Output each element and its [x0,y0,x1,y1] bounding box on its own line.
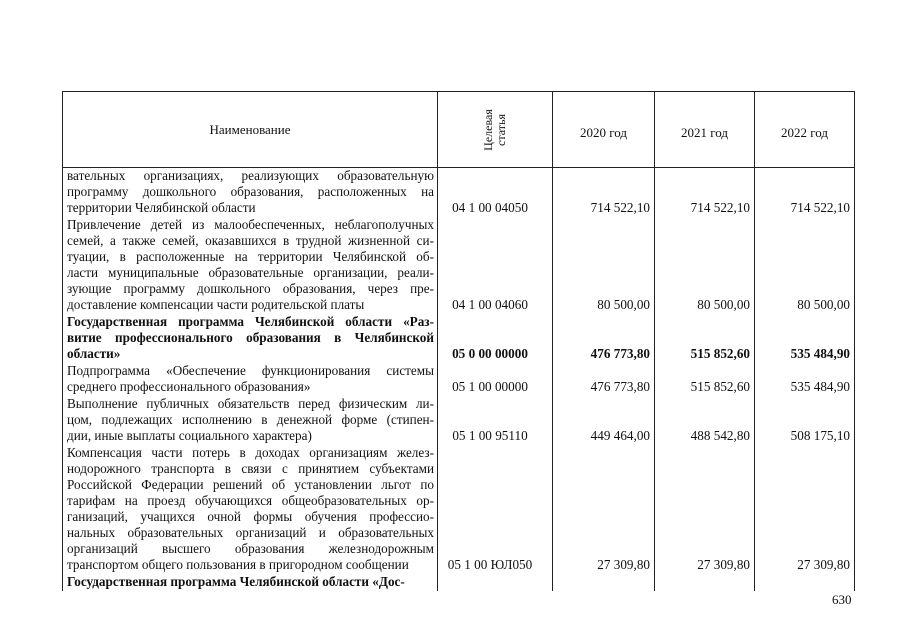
row-name-line: зующие программу дошкольного образования, через пре- [67,281,434,296]
row-name-line: ласти муниципальные образовательные организации, реали- [67,265,434,280]
row-code: 04 1 00 04060 [438,217,553,314]
row-value-2020: 80 500,00 [553,217,655,314]
row-value-2021: 80 500,00 [655,217,755,314]
row-name-line: области» [67,346,121,361]
row-value-2022 [755,574,855,591]
row-value-2022: 27 309,80 [755,445,855,574]
row-code: 05 1 00 ЮЛ050 [438,445,553,574]
table-row [63,168,855,218]
row-value-2020 [553,574,655,591]
table-header-row [63,92,855,168]
table-row [63,217,855,314]
header-year-2020: 2020 год [553,92,655,168]
table-row [63,314,855,363]
row-name [63,363,438,396]
table-row [63,396,855,445]
header-year-2022: 2022 год [755,92,855,168]
row-value-2022: 535 484,90 [755,363,855,396]
row-name-line: среднего профессионального образования» [67,379,311,394]
row-name [63,314,438,363]
page-number: 630 [832,592,852,607]
row-value-2022: 508 175,10 [755,396,855,445]
budget-table [62,91,855,591]
row-name-line: Государственная программа Челябинской области «Раз- [67,314,434,329]
row-value-2022: 80 500,00 [755,217,855,314]
row-name-line: территории Челябинской области [67,200,256,215]
row-value-2022: 714 522,10 [755,168,855,218]
row-name-line: нодорожного транспорта в связи с принятием субъектами [67,461,434,476]
row-name-line: Выполнение публичных обязательств перед физическим ли- [67,396,434,411]
row-value-2021: 488 542,80 [655,396,755,445]
row-name-line: Подпрограмма «Обеспечение функционирования системы [67,363,434,378]
row-value-2022: 535 484,90 [755,314,855,363]
header-target-article [438,92,553,168]
row-value-2020: 714 522,10 [553,168,655,218]
row-name-line: программу дошкольного образования, расположенных на [67,184,434,199]
row-code: 04 1 00 04050 [438,168,553,218]
row-value-2020: 476 773,80 [553,314,655,363]
row-code: 05 0 00 00000 [438,314,553,363]
row-code [438,574,553,591]
row-name-line: ганизаций, учащихся очной формы обучения профессио- [67,509,434,524]
table-row [63,445,855,574]
header-target-article-line1: Целевая [480,108,495,151]
row-name [63,574,438,591]
header-target-article-line2: статья [493,113,508,146]
row-name [63,445,438,574]
row-name-line: доставление компенсации части родительской платы [67,297,365,312]
row-code: 05 1 00 95110 [438,396,553,445]
row-name [63,168,438,218]
header-year-2021: 2021 год [655,92,755,168]
row-name-line: организаций высшего образования железнодорожным [67,541,434,556]
budget-table-container [62,91,854,589]
table-row [63,574,855,591]
row-name-line: семей, а также семей, оказавшихся в трудной жизненной си- [67,233,434,248]
row-value-2021 [655,574,755,591]
header-target-article-text [482,109,508,151]
row-name-line: Компенсация части потерь в доходах организациям желез- [67,445,434,460]
row-name-line: транспортом общего пользования в пригородном сообщении [67,557,409,572]
row-name [63,396,438,445]
row-name-line: нальных образовательных организаций и образовательных [67,525,434,540]
row-value-2021: 27 309,80 [655,445,755,574]
row-name-line: витие профессионального образования в Челябинской [67,330,434,345]
row-value-2020: 476 773,80 [553,363,655,396]
row-value-2021: 515 852,60 [655,363,755,396]
table-row [63,363,855,396]
row-name-line: дии, иные выплаты социального характера) [67,428,312,443]
row-name-line: Государственная программа Челябинской области «Дос- [67,574,405,589]
row-name-line: Российской Федерации решений об установлении льгот по [67,477,434,492]
row-code: 05 1 00 00000 [438,363,553,396]
row-name [63,217,438,314]
row-name-line: Привлечение детей из малообеспеченных, неблагополучных [67,217,434,232]
row-value-2020: 449 464,00 [553,396,655,445]
row-value-2020: 27 309,80 [553,445,655,574]
header-name: Наименование [63,92,438,168]
row-name-line: вательных организациях, реализующих образовательную [67,168,434,183]
row-value-2021: 515 852,60 [655,314,755,363]
row-name-line: цом, подлежащих исполнению в денежной форме (стипен- [67,412,434,427]
row-name-line: тарифам на проезд обучающихся общеобразовательных ор- [67,493,434,508]
row-value-2021: 714 522,10 [655,168,755,218]
row-name-line: туации, в расположенные на территории Челябинской об- [67,249,434,264]
